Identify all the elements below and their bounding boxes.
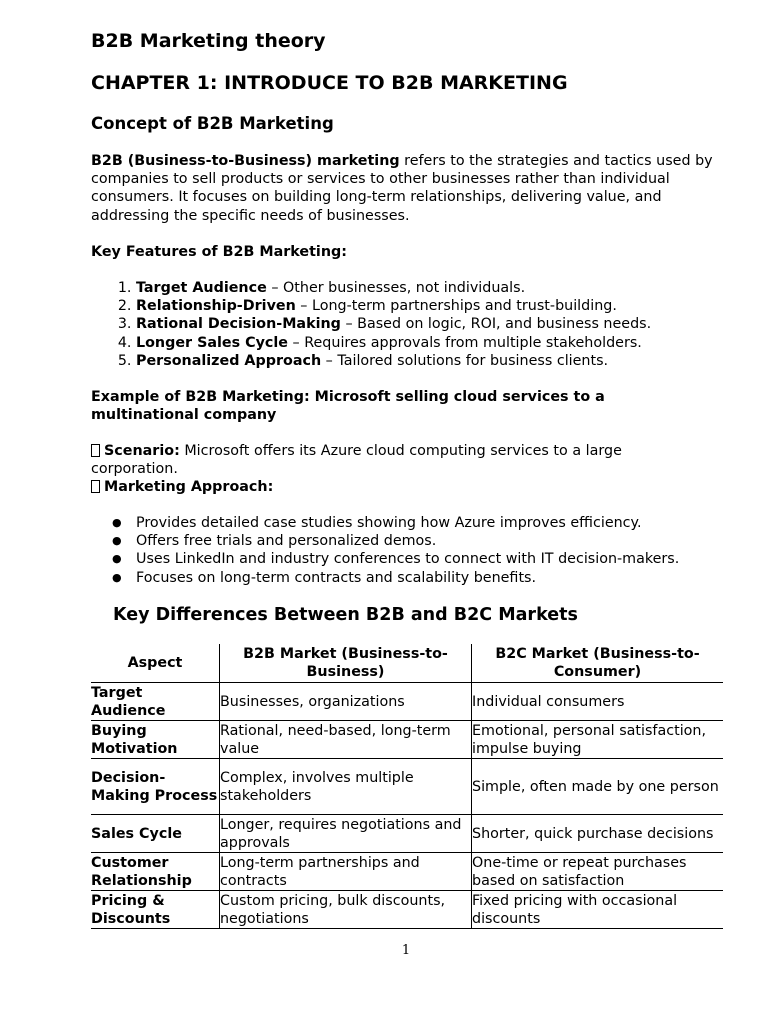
bullet-icon: ● — [112, 516, 122, 529]
document-title: B2B Marketing theory — [91, 30, 326, 52]
aspect-cell: Target Audience — [91, 683, 220, 721]
b2b-cell: Longer, requires negotiations and approvals — [220, 815, 472, 853]
page-number: 1 — [401, 943, 411, 958]
feature-desc: – Tailored solutions for business clients. — [321, 352, 609, 369]
approach-list — [91, 514, 736, 587]
aspect-cell: Decision-Making Process — [91, 759, 220, 815]
section-title-concept: Concept of B2B Marketing — [91, 114, 334, 133]
feature-term: Target Audience — [136, 280, 267, 296]
table-row — [91, 891, 723, 929]
approach-heading — [91, 478, 273, 496]
b2b-cell: Long-term partnerships and contracts — [220, 853, 472, 891]
missing-glyph-icon — [91, 444, 100, 457]
differences-table — [91, 644, 723, 929]
table-row — [91, 759, 723, 815]
intro-paragraph — [91, 152, 727, 225]
approach-item-text: Uses LinkedIn and industry conferences to connect with IT decision-makers. — [136, 551, 680, 568]
b2c-cell: Shorter, quick purchase decisions — [472, 815, 724, 853]
bullet-icon: ● — [112, 534, 122, 548]
feature-desc: – Based on logic, ROI, and business needs. — [340, 316, 652, 333]
feature-item — [136, 352, 736, 370]
b2c-cell: Emotional, personal satisfaction, impulse buying — [472, 721, 724, 759]
differences-title: Key Differences Between B2B and B2C Markets — [113, 605, 578, 625]
header-aspect: Aspect — [91, 644, 220, 683]
scenario-paragraph — [91, 442, 691, 478]
feature-item — [136, 279, 736, 297]
table-row — [91, 853, 723, 891]
feature-term: Rational Decision-Making — [136, 316, 341, 333]
feature-item — [136, 315, 736, 333]
features-list — [91, 279, 736, 370]
features-heading: Key Features of B2B Marketing: — [91, 244, 347, 260]
aspect-cell: Customer Relationship — [91, 853, 220, 891]
b2b-cell: Complex, involves multiple stakeholders — [220, 759, 472, 815]
header-b2b: B2B Market (Business-to-Business) — [220, 644, 472, 683]
aspect-cell: Pricing & Discounts — [91, 891, 220, 929]
b2c-cell: Fixed pricing with occasional discounts — [472, 891, 724, 929]
table-row — [91, 815, 723, 853]
feature-item — [136, 297, 736, 315]
b2b-cell: Custom pricing, bulk discounts, negotiations — [220, 891, 472, 929]
approach-label: Marketing Approach: — [104, 479, 274, 495]
feature-term: Relationship-Driven — [136, 298, 296, 315]
aspect-cell: Sales Cycle — [91, 815, 220, 853]
approach-item-text: Offers free trials and personalized demos. — [136, 533, 437, 550]
table-row — [91, 683, 723, 721]
approach-item — [112, 532, 736, 550]
scenario-text: Microsoft offers its Azure cloud computing services to a large corporation. — [91, 443, 622, 478]
b2b-cell: Rational, need-based, long-term value — [220, 721, 472, 759]
header-b2c: B2C Market (Business-to-Consumer) — [472, 644, 724, 683]
b2c-cell: Simple, often made by one person — [472, 759, 724, 815]
b2c-cell: Individual consumers — [472, 683, 724, 721]
feature-desc: – Long-term partnerships and trust-building. — [295, 298, 617, 315]
missing-glyph-icon — [91, 480, 100, 493]
bullet-icon: ● — [112, 570, 122, 584]
example-heading: Example of B2B Marketing: Microsoft selling cloud services to a multinational company — [91, 389, 605, 424]
bullet-icon: ● — [112, 552, 122, 566]
feature-term: Personalized Approach — [136, 352, 322, 369]
b2b-cell: Businesses, organizations — [220, 683, 472, 721]
approach-item-text: Provides detailed case studies showing how Azure improves efficiency. — [136, 515, 642, 531]
intro-bold-term: B2B (Business-to-Business) marketing — [91, 153, 400, 169]
b2c-cell: One-time or repeat purchases based on satisfaction — [472, 853, 724, 891]
aspect-cell: Buying Motivation — [91, 721, 220, 759]
feature-desc: – Other businesses, not individuals. — [266, 280, 526, 296]
feature-desc: – Requires approvals from multiple stakeholders. — [287, 334, 642, 351]
feature-item — [136, 334, 736, 352]
approach-item-text: Focuses on long-term contracts and scalability benefits. — [136, 569, 537, 586]
intro-text: refers to the strategies and tactics used by companies to sell products or services to other businesses rather than individual consumers. It focuses on building long-term relationships, delivering value, and addressing the specific needs of businesses. — [91, 153, 713, 224]
table-row — [91, 721, 723, 759]
approach-item — [112, 514, 736, 532]
feature-term: Longer Sales Cycle — [136, 334, 288, 351]
scenario-label: Scenario: — [104, 443, 180, 459]
approach-item — [112, 550, 736, 568]
table-header-row — [91, 644, 723, 683]
chapter-title: CHAPTER 1: INTRODUCE TO B2B MARKETING — [91, 72, 568, 94]
approach-item — [112, 569, 736, 587]
